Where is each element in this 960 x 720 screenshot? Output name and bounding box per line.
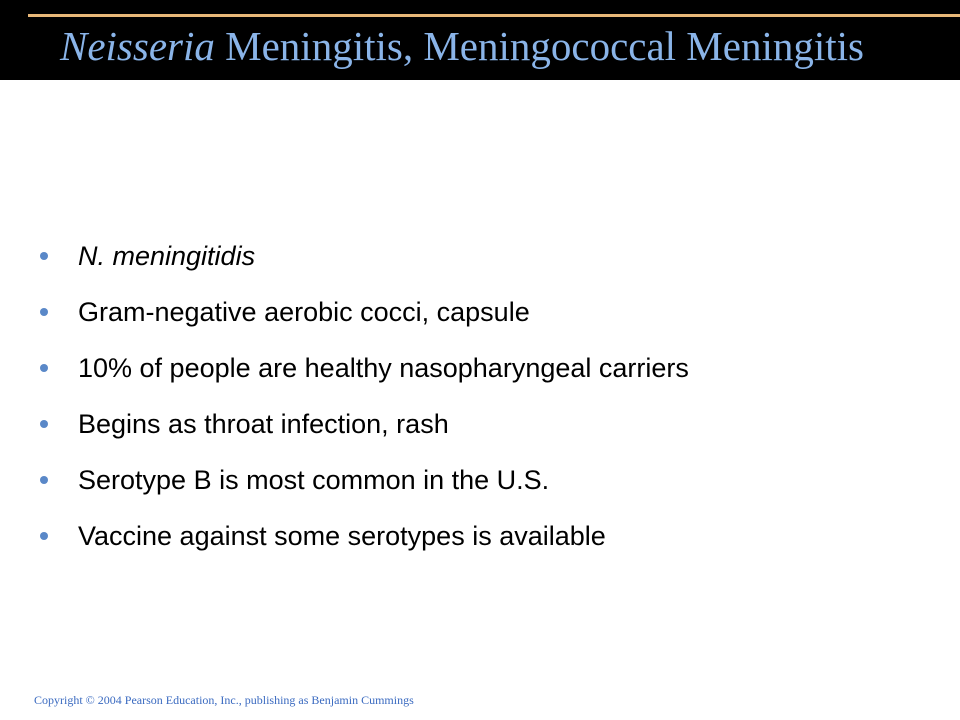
title-accent-rule xyxy=(28,14,960,17)
bullet-text: N. meningitidis xyxy=(78,241,256,271)
slide-title xyxy=(60,18,940,74)
bullet-dot-icon xyxy=(40,364,48,372)
title-bar xyxy=(0,0,960,80)
bullet-list xyxy=(40,228,689,564)
bullet-dot-icon xyxy=(40,532,48,540)
title-genus: Neisseria xyxy=(60,23,215,69)
bullet-text: Vaccine against some serotypes is available xyxy=(78,521,606,551)
copyright-notice: Copyright © 2004 Pearson Education, Inc., publishing as Benjamin Cummings xyxy=(34,693,414,707)
bullet-item xyxy=(40,284,689,340)
bullet-item xyxy=(40,452,689,508)
bullet-text: Begins as throat infection, rash xyxy=(78,409,449,439)
bullet-dot-icon xyxy=(40,252,48,260)
bullet-item xyxy=(40,396,689,452)
bullet-item xyxy=(40,508,689,564)
bullet-text: 10% of people are healthy nasopharyngeal carriers xyxy=(78,353,689,383)
bullet-dot-icon xyxy=(40,420,48,428)
bullet-text: Gram-negative aerobic cocci, capsule xyxy=(78,297,530,327)
bullet-item xyxy=(40,228,689,284)
bullet-dot-icon xyxy=(40,476,48,484)
bullet-dot-icon xyxy=(40,308,48,316)
bullet-item xyxy=(40,340,689,396)
title-rest: Meningitis, Meningococcal Meningitis xyxy=(214,23,864,69)
bullet-text: Serotype B is most common in the U.S. xyxy=(78,465,550,495)
